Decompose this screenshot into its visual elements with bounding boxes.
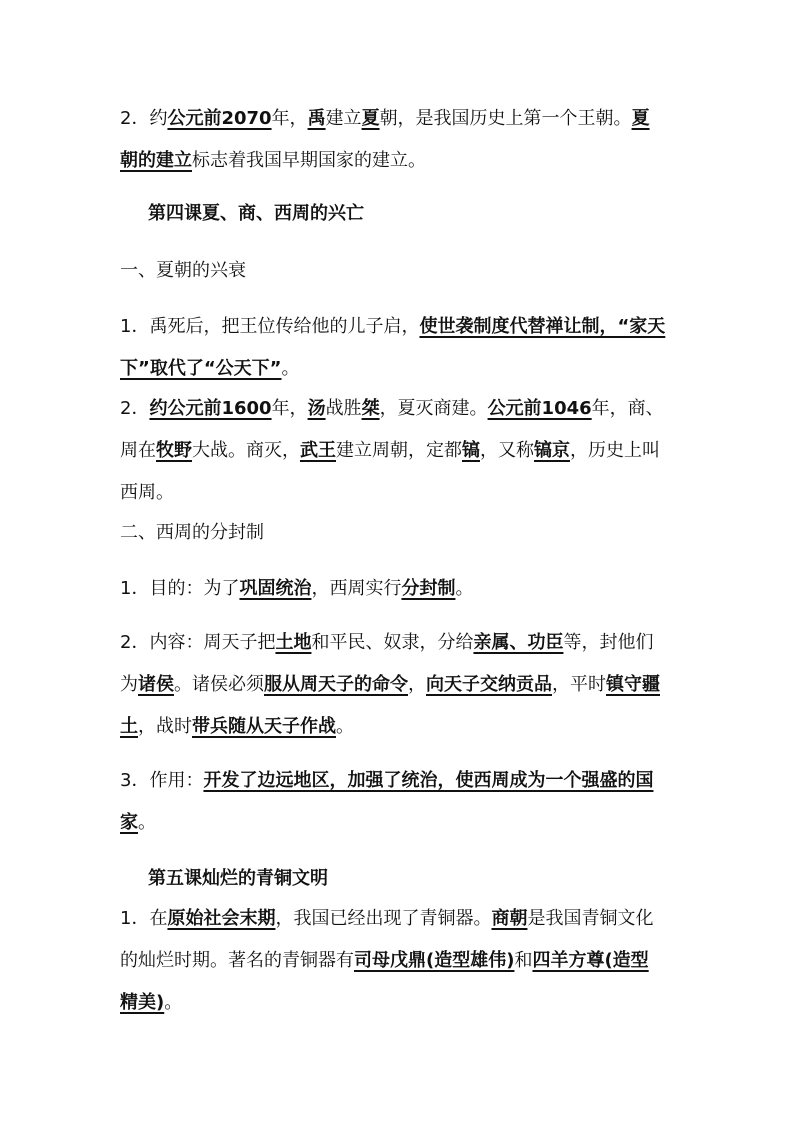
key-term: 巩固统治 — [239, 578, 312, 599]
key-term: 亲属、功臣 — [473, 632, 564, 653]
key-term: 夏 — [631, 108, 650, 129]
key-term: 司母戊鼎(造型雄伟) — [354, 950, 515, 971]
text-run: 大战。商灭， — [192, 440, 300, 461]
text-run: 1．禹死后，把王位传给他的儿子启， — [120, 316, 420, 337]
key-term: 分封制 — [401, 578, 456, 599]
section-heading — [148, 205, 708, 223]
subsection-heading — [120, 262, 680, 280]
text-run: 和平民、奴隶，分给 — [311, 632, 474, 653]
key-term: 下”取代了“公天下” — [120, 358, 282, 379]
text-run: 。 — [455, 578, 474, 599]
text-run: ，夏灭商建。 — [379, 398, 488, 419]
key-term: 牧野 — [156, 440, 192, 461]
text-run: ，西周实行 — [311, 578, 402, 599]
key-term: 汤 — [307, 398, 326, 419]
key-term: 诸侯 — [138, 674, 174, 695]
key-term: 带兵随从天子作战 — [192, 716, 336, 737]
key-term: 服从周天子的命令 — [264, 674, 408, 695]
key-term: 朝的建立 — [120, 150, 192, 171]
section-heading — [148, 870, 708, 888]
key-term: 禹 — [307, 108, 326, 129]
text-run: 2．约 — [120, 108, 168, 129]
text-run: 二、西周的分封制 — [120, 522, 264, 543]
text-run: ，又称 — [480, 440, 534, 461]
key-term: 镐京 — [534, 440, 570, 461]
text-run: 为 — [120, 674, 138, 695]
text-run: 3．作用： — [120, 770, 204, 791]
key-term: 公元前1046 — [487, 398, 592, 419]
text-run: 周在 — [120, 440, 156, 461]
key-term: 武王 — [300, 440, 336, 461]
text-run: ，平时 — [552, 674, 606, 695]
text-run: 。 — [164, 992, 183, 1013]
text-run: 标志着我国早期国家的建立。 — [192, 150, 426, 171]
text-run: 是我国青铜文化 — [527, 908, 654, 929]
text-line — [120, 110, 680, 128]
text-run: 年， — [271, 108, 308, 129]
text-line — [120, 718, 680, 736]
subsection-heading — [120, 524, 680, 542]
text-run: 建立 — [325, 108, 362, 129]
text-run: 2． — [120, 398, 150, 419]
text-run: 。 — [138, 812, 156, 833]
key-term: 约公元前1600 — [149, 398, 272, 419]
key-term: 四羊方尊(造型 — [532, 950, 649, 971]
key-term: 公元前2070 — [167, 108, 272, 129]
key-term: 向天子交纳贡品 — [426, 674, 552, 695]
text-run: 等，封他们 — [563, 632, 654, 653]
text-line — [120, 580, 680, 598]
text-line — [120, 910, 680, 928]
key-term: 桀 — [361, 398, 380, 419]
text-line — [120, 152, 680, 170]
text-line — [120, 676, 680, 694]
text-run: ，我国已经出现了青铜器。 — [275, 908, 492, 929]
text-line — [120, 634, 680, 652]
text-run: 第五课灿烂的青铜文明 — [148, 868, 328, 889]
key-term: 原始社会末期 — [167, 908, 276, 929]
text-run: 1．在 — [120, 908, 168, 929]
text-run: 2．内容：周天子把 — [120, 632, 276, 653]
key-term: 使世袭制度代替禅让制，“家天 — [419, 316, 666, 337]
text-line — [120, 484, 680, 502]
text-run: ，战时 — [138, 716, 192, 737]
text-run: 年， — [271, 398, 308, 419]
text-run: 年，商、 — [591, 398, 664, 419]
key-term: 镇守疆 — [606, 674, 660, 695]
text-line — [120, 360, 680, 378]
text-run: 1．目的：为了 — [120, 578, 240, 599]
key-term: 镐 — [462, 440, 480, 461]
text-run: 。诸侯必须 — [174, 674, 264, 695]
key-term: 精美) — [120, 992, 165, 1013]
text-line — [120, 772, 680, 790]
text-run: 战胜 — [325, 398, 362, 419]
key-term: 开发了边远地区，加强了统治，使西周成为一个强盛的国 — [203, 770, 654, 791]
text-run: ，历史上叫 — [570, 440, 660, 461]
text-line — [120, 400, 680, 418]
text-run: 朝，是我国历史上第一个王朝。 — [379, 108, 632, 129]
text-run: 西周。 — [120, 482, 174, 503]
text-run: 一、夏朝的兴衰 — [120, 260, 246, 281]
key-term: 商朝 — [491, 908, 528, 929]
text-line — [120, 994, 680, 1012]
text-run: 第四课夏、商、西周的兴亡 — [148, 203, 364, 224]
key-term: 家 — [120, 812, 138, 833]
text-run: 和 — [514, 950, 533, 971]
text-run: 。 — [281, 358, 300, 379]
text-run: 。 — [336, 716, 354, 737]
text-run: ， — [408, 674, 426, 695]
text-line — [120, 318, 680, 336]
text-run: 的灿烂时期。著名的青铜器有 — [120, 950, 354, 971]
key-term: 土地 — [275, 632, 312, 653]
key-term: 土 — [120, 716, 138, 737]
text-run: 建立周朝，定都 — [336, 440, 462, 461]
text-line — [120, 952, 680, 970]
key-term: 夏 — [361, 108, 380, 129]
text-line — [120, 814, 680, 832]
text-line — [120, 442, 680, 460]
